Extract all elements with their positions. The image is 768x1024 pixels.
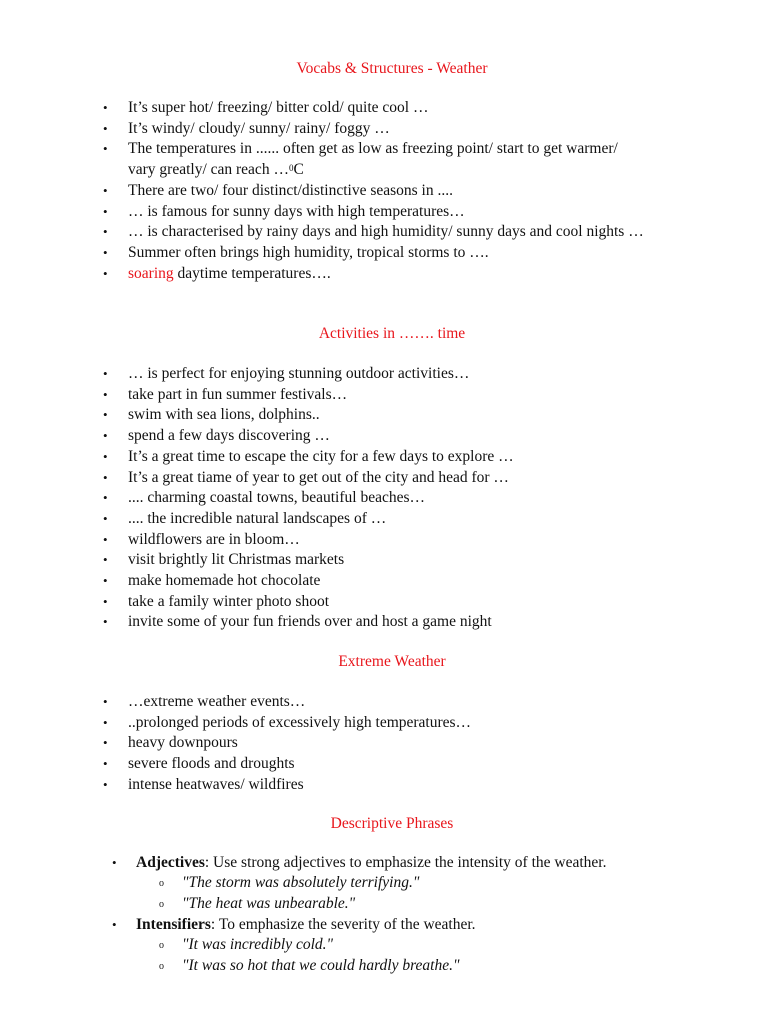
list-item: • It’s super hot/ freezing/ bitter cold/ quite cool … [0, 98, 648, 119]
list-item: • It’s a great tiame of year to get out of the city and head for … [0, 468, 648, 489]
term-label: Adjectives [136, 854, 205, 871]
term-text: : Use strong adjectives to emphasize the intensity of the weather. [204, 854, 607, 871]
list-item: • .... the incredible natural landscapes of … [0, 509, 648, 530]
term-label: Intensifiers [136, 916, 211, 933]
list-item [0, 264, 648, 285]
section-title-extreme: Extreme Weather [338, 653, 446, 670]
list-item: • .... charming coastal towns, beautiful beaches… [0, 488, 648, 509]
example-item: o "The storm was absolutely terrifying." [0, 873, 768, 894]
list-item: • take part in fun summer festivals… [0, 385, 648, 406]
section-title-vocabs: Vocabs & Structures - Weather [296, 60, 488, 77]
list-item: • It’s a great time to escape the city for a few days to explore … [0, 447, 648, 468]
list-item: • wildflowers are in bloom… [0, 530, 648, 551]
list-item: • swim with sea lions, dolphins.. [0, 405, 648, 426]
list-item: • visit brightly lit Christmas markets [0, 550, 648, 571]
list-item-intensifiers [0, 914, 768, 976]
list-item: • take a family winter photo shoot [0, 592, 648, 613]
example-item: o "It was so hot that we could hardly breathe." [0, 956, 768, 977]
list-item: • intense heatwaves/ wildfires [0, 775, 648, 796]
example-list [136, 935, 768, 976]
activities-list [0, 364, 768, 633]
list-item: • ..prolonged periods of excessively high temperatures… [0, 713, 648, 734]
vocabs-list [0, 98, 768, 284]
list-item: • …extreme weather events… [0, 692, 648, 713]
list-item: • There are two/ four distinct/distinctive seasons in .... [0, 181, 648, 202]
example-item: o "The heat was unbearable." [0, 894, 768, 915]
example-list [136, 873, 768, 914]
list-item-text: The temperatures in ...... often get as low as freezing point/ start to get warmer/ vary greatly/ can reach … [128, 140, 618, 179]
list-item-adjectives [0, 852, 768, 914]
list-item: • It’s windy/ cloudy/ sunny/ rainy/ foggy … [0, 119, 648, 140]
list-item: • … is famous for sunny days with high temperatures… [0, 202, 648, 223]
extreme-list [0, 692, 768, 796]
list-item: • invite some of your fun friends over and host a game night [0, 612, 648, 633]
list-item: • severe floods and droughts [0, 754, 648, 775]
section-title-activities: Activities in ……. time [318, 325, 466, 342]
descriptive-list [0, 852, 768, 976]
highlight-word: soaring [128, 264, 174, 282]
list-item-text: daytime temperatures…. [177, 264, 331, 282]
list-item: • … is characterised by rainy days and high humidity/ sunny days and cool nights … [0, 222, 648, 243]
list-item: • heavy downpours [0, 733, 648, 754]
list-item: • Summer often brings high humidity, tropical storms to …. [0, 243, 648, 264]
term-text: : To emphasize the severity of the weather. [210, 916, 476, 933]
degree-superscript: 0 [288, 163, 294, 174]
list-item: • make homemade hot chocolate [0, 571, 648, 592]
degree-unit: C [293, 161, 304, 179]
list-item: • spend a few days discovering … [0, 426, 648, 447]
example-item: o "It was incredibly cold." [0, 935, 768, 956]
list-item [0, 139, 648, 180]
section-title-descriptive: Descriptive Phrases [330, 815, 454, 832]
list-item: • … is perfect for enjoying stunning outdoor activities… [0, 364, 648, 385]
